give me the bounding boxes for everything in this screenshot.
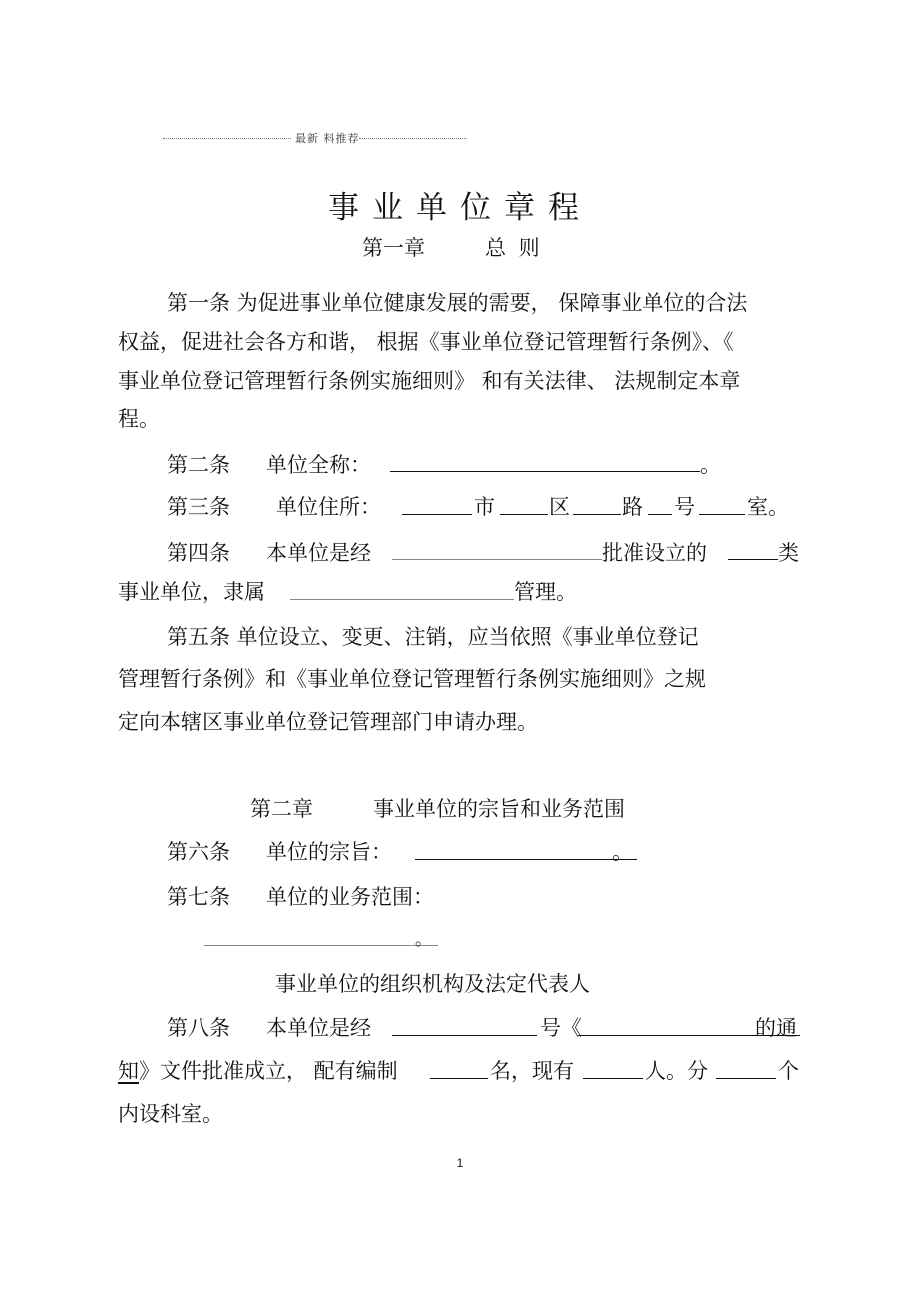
article7-label: 第七条 — [167, 885, 230, 909]
article8-text: 本单位是经 — [266, 1016, 371, 1040]
chapter1-name: 总 则 — [485, 236, 540, 260]
article8-line3: 内设科室。 — [118, 1102, 223, 1126]
article3-road-blank — [573, 514, 621, 515]
article6-fill-blank — [415, 859, 637, 860]
chapter2-name: 事业单位的宗旨和业务范围 — [373, 797, 625, 821]
document-title: 事业单位章程 — [328, 190, 592, 226]
header-dotted-rule-right — [359, 138, 467, 139]
article3-room-blank — [699, 514, 745, 515]
article5-line1: 第五条 单位设立、变更、注销，应当依照《事业单位登记 — [167, 625, 699, 649]
header-text: 最新 料推荐 — [295, 132, 360, 145]
article3-room: 室。 — [747, 495, 789, 519]
chapter3-name: 事业单位的组织机构及法定代表人 — [275, 972, 590, 996]
article1-line3: 事业单位登记管理暂行条例实施细则》 和有关法律、 法规制定本章 — [118, 369, 741, 393]
page-number: 1 — [456, 1156, 464, 1170]
article8-line2-text: 》文件批准成立， 配有编制 — [139, 1059, 398, 1083]
article5-line2: 管理暂行条例》和《事业单位登记管理暂行条例实施细则》之规 — [118, 667, 706, 691]
article6-label: 第六条 — [167, 840, 230, 864]
chapter2-number: 第二章 — [250, 797, 313, 821]
article3-city-blank — [402, 514, 472, 515]
article3-number: 号 — [674, 495, 695, 519]
article8-staff-blank — [583, 1078, 643, 1079]
article4-line2-text: 事业单位，隶属 — [118, 580, 265, 604]
article7-fill-blank — [204, 945, 438, 946]
article2-text: 单位全称： — [266, 453, 371, 477]
article7-text: 单位的业务范围： — [266, 885, 434, 909]
article8-quota-blank — [430, 1078, 488, 1079]
article3-number-blank — [648, 514, 672, 515]
article3-road: 路 — [622, 495, 643, 519]
article4-label: 第四条 — [167, 541, 230, 565]
article6-end: 。 — [612, 840, 633, 864]
article3-label: 第三条 — [167, 495, 230, 519]
article4-end: 类 — [778, 541, 799, 565]
article3-city: 市 — [474, 495, 495, 519]
article4-mid: 批准设立的 — [602, 541, 707, 565]
article4-approver-blank — [392, 559, 602, 560]
article8-label: 第八条 — [167, 1016, 230, 1040]
article8-line2-mid: 名，现有 — [490, 1059, 574, 1083]
header-dotted-rule-left — [163, 138, 291, 139]
article8-line2-underlined: 知 — [118, 1059, 139, 1083]
article4-text: 本单位是经 — [266, 541, 371, 565]
article3-text: 单位住所： — [276, 495, 381, 519]
article5-line3: 定向本辖区事业单位登记管理部门申请办理。 — [118, 710, 538, 734]
article1-line2: 权益，促进社会各方和谐， 根据《事业单位登记管理暂行条例》、《 — [118, 330, 734, 354]
article2-label: 第二条 — [167, 453, 230, 477]
article3-district: 区 — [549, 495, 570, 519]
article8-section-blank — [716, 1078, 776, 1079]
article4-type-blank — [728, 559, 778, 560]
article8-line2-mid2: 人。分 — [645, 1059, 708, 1083]
article2-end: 。 — [700, 453, 721, 477]
article4-line2-end: 管理。 — [514, 580, 577, 604]
article7-end: 。 — [415, 930, 432, 950]
running-header — [163, 126, 467, 146]
article1-line4: 程。 — [118, 407, 160, 431]
chapter1-number: 第一章 — [362, 236, 425, 260]
article8-doc-number-blank — [392, 1035, 537, 1036]
article8-line2-end: 个 — [778, 1059, 799, 1083]
article8-number: 号《 — [540, 1016, 582, 1040]
article8-tail: 的通 — [755, 1016, 797, 1040]
article1-line1: 第一条 为促进事业单位健康发展的需要， 保障事业单位的合法 — [167, 291, 748, 315]
article2-fill-blank — [390, 471, 700, 472]
article3-district-blank — [500, 514, 548, 515]
article4-affiliation-blank — [290, 599, 514, 600]
article6-text: 单位的宗旨： — [266, 840, 392, 864]
